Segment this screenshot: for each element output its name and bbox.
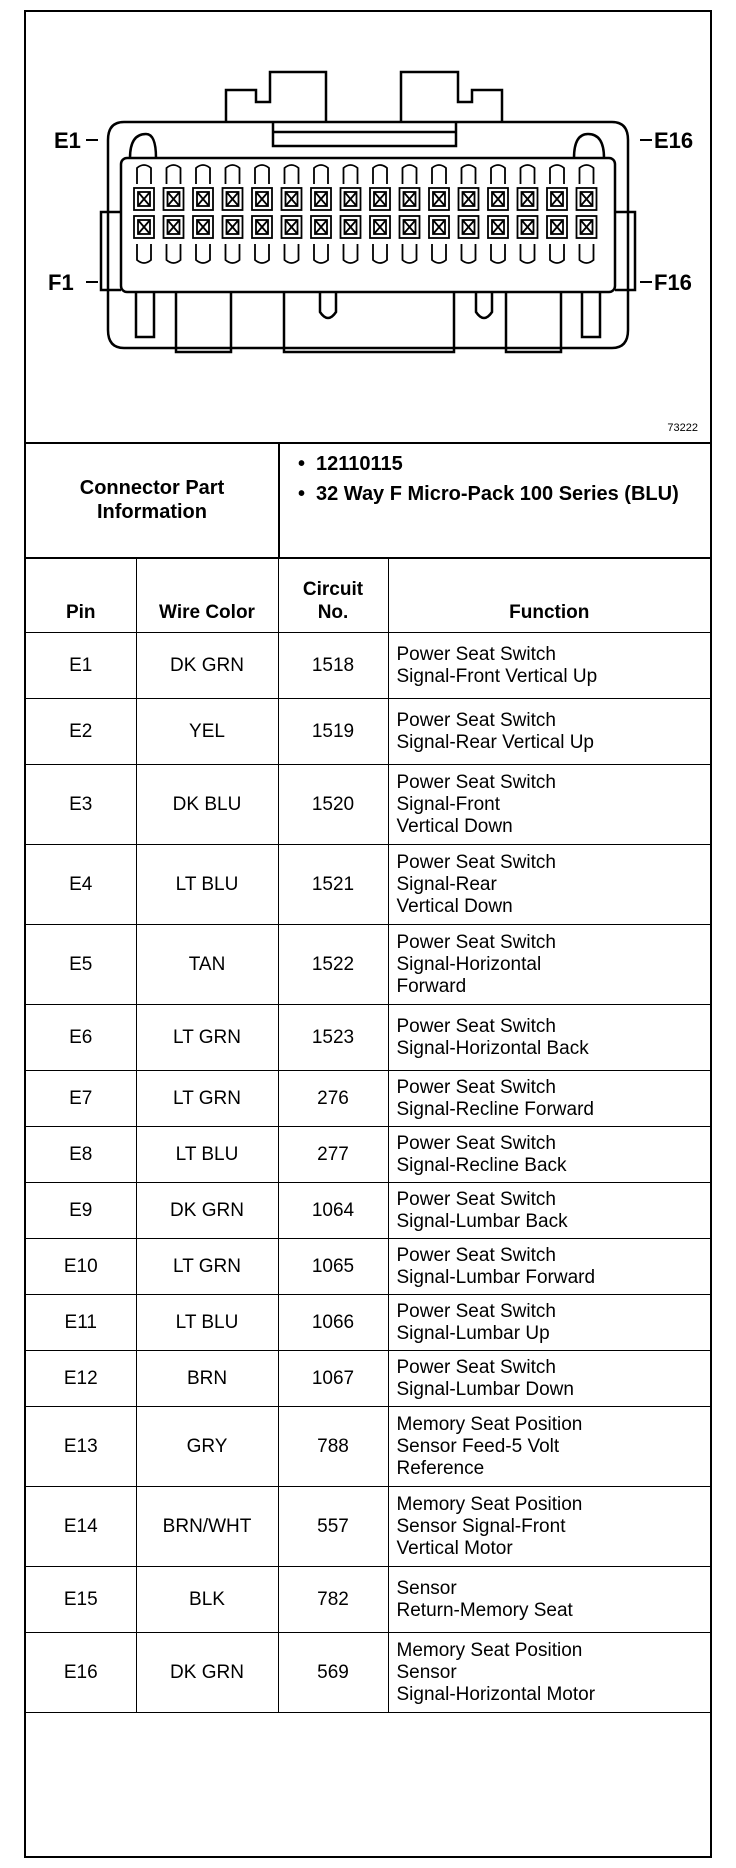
connector-part-info bbox=[26, 442, 710, 559]
table-row bbox=[26, 925, 710, 1005]
function-line: Power Seat Switch bbox=[396, 1188, 556, 1210]
function-cell bbox=[388, 1567, 710, 1633]
wire-color-cell: DK GRN bbox=[136, 1183, 278, 1239]
function-line: Signal-Front bbox=[396, 793, 500, 815]
pinout-table-body bbox=[26, 633, 710, 1713]
part-info-item: • 32 Way F Micro-Pack 100 Series (BLU) bbox=[298, 482, 698, 506]
function-cell bbox=[388, 1239, 710, 1295]
function-line: Signal-Rear Vertical Up bbox=[396, 731, 594, 753]
function-line: Power Seat Switch bbox=[396, 1356, 556, 1378]
function-line: Signal-Rear bbox=[396, 873, 497, 895]
function-line: Power Seat Switch bbox=[396, 709, 556, 731]
pin-cell: E6 bbox=[26, 1005, 136, 1071]
pin-label-f1: F1 bbox=[48, 270, 74, 295]
table-header-row bbox=[26, 557, 710, 633]
function-line: Power Seat Switch bbox=[396, 643, 556, 665]
pin-cell: E1 bbox=[26, 633, 136, 699]
part-info-item: • 12110115 bbox=[298, 452, 698, 476]
circuit-cell: 1064 bbox=[278, 1183, 388, 1239]
function-line: Signal-Horizontal Motor bbox=[396, 1683, 596, 1705]
pin-cell: E4 bbox=[26, 845, 136, 925]
pin-cell: E14 bbox=[26, 1487, 136, 1567]
function-line: Signal-Recline Back bbox=[396, 1154, 567, 1176]
wire-color-cell: BRN bbox=[136, 1351, 278, 1407]
table-row bbox=[26, 1295, 710, 1351]
function-cell bbox=[388, 699, 710, 765]
function-line: Signal-Lumbar Up bbox=[396, 1322, 550, 1344]
circuit-cell: 1523 bbox=[278, 1005, 388, 1071]
function-line: Sensor bbox=[396, 1577, 457, 1599]
function-line: Vertical Down bbox=[396, 815, 513, 837]
table-row bbox=[26, 1407, 710, 1487]
function-cell bbox=[388, 1295, 710, 1351]
table-row bbox=[26, 845, 710, 925]
function-cell bbox=[388, 1351, 710, 1407]
circuit-cell: 276 bbox=[278, 1071, 388, 1127]
pinout-table bbox=[26, 557, 710, 1713]
function-cell bbox=[388, 1071, 710, 1127]
function-line: Vertical Motor bbox=[396, 1537, 513, 1559]
function-cell bbox=[388, 1127, 710, 1183]
circuit-cell: 1518 bbox=[278, 633, 388, 699]
function-line: Signal-Horizontal Back bbox=[396, 1037, 589, 1059]
table-row bbox=[26, 1127, 710, 1183]
function-line: Signal-Lumbar Back bbox=[396, 1210, 568, 1232]
circuit-cell: 569 bbox=[278, 1633, 388, 1713]
table-row bbox=[26, 633, 710, 699]
wire-color-cell: LT GRN bbox=[136, 1071, 278, 1127]
connector-part-info-label: Connector Part Information bbox=[26, 442, 280, 557]
function-cell bbox=[388, 765, 710, 845]
wire-color-cell: BLK bbox=[136, 1567, 278, 1633]
table-row bbox=[26, 765, 710, 845]
pin-cell: E10 bbox=[26, 1239, 136, 1295]
function-line: Vertical Down bbox=[396, 895, 513, 917]
connector-sheet bbox=[24, 10, 712, 1858]
table-row bbox=[26, 1239, 710, 1295]
function-line: Signal-Horizontal bbox=[396, 953, 542, 975]
function-line: Power Seat Switch bbox=[396, 1015, 556, 1037]
wire-color-cell: LT GRN bbox=[136, 1005, 278, 1071]
pin-cell: E5 bbox=[26, 925, 136, 1005]
function-line: Power Seat Switch bbox=[396, 1076, 556, 1098]
wire-color-cell: TAN bbox=[136, 925, 278, 1005]
function-line: Signal-Front Vertical Up bbox=[396, 665, 598, 687]
function-line: Memory Seat Position bbox=[396, 1493, 583, 1515]
function-line: Power Seat Switch bbox=[396, 931, 556, 953]
wire-color-cell: DK BLU bbox=[136, 765, 278, 845]
function-cell bbox=[388, 845, 710, 925]
table-row bbox=[26, 1005, 710, 1071]
function-line: Memory Seat Position bbox=[396, 1639, 583, 1661]
pin-cell: E13 bbox=[26, 1407, 136, 1487]
pin-cell: E11 bbox=[26, 1295, 136, 1351]
wire-color-cell: BRN/WHT bbox=[136, 1487, 278, 1567]
table-row bbox=[26, 1183, 710, 1239]
circuit-cell: 788 bbox=[278, 1407, 388, 1487]
circuit-cell: 1520 bbox=[278, 765, 388, 845]
table-row bbox=[26, 1487, 710, 1567]
wire-color-cell: YEL bbox=[136, 699, 278, 765]
pin-cell: E8 bbox=[26, 1127, 136, 1183]
pin-label-f16: F16 bbox=[654, 270, 692, 295]
function-line: Power Seat Switch bbox=[396, 851, 556, 873]
header-wire-color: Wire Color bbox=[136, 557, 278, 633]
function-cell bbox=[388, 1633, 710, 1713]
wire-color-cell: DK GRN bbox=[136, 633, 278, 699]
circuit-cell: 1067 bbox=[278, 1351, 388, 1407]
table-row bbox=[26, 1633, 710, 1713]
function-line: Sensor bbox=[396, 1661, 457, 1683]
function-cell bbox=[388, 633, 710, 699]
function-line: Reference bbox=[396, 1457, 485, 1479]
table-row bbox=[26, 699, 710, 765]
wire-color-cell: LT GRN bbox=[136, 1239, 278, 1295]
pin-cell: E3 bbox=[26, 765, 136, 845]
function-cell bbox=[388, 1183, 710, 1239]
function-line: Power Seat Switch bbox=[396, 1244, 556, 1266]
function-cell bbox=[388, 925, 710, 1005]
function-line: Sensor Feed-5 Volt bbox=[396, 1435, 560, 1457]
pin-cell: E12 bbox=[26, 1351, 136, 1407]
connector-part-info-list bbox=[298, 452, 698, 512]
table-row bbox=[26, 1071, 710, 1127]
function-line: Forward bbox=[396, 975, 467, 997]
function-cell bbox=[388, 1005, 710, 1071]
header-pin: Pin bbox=[26, 557, 136, 633]
wire-color-cell: GRY bbox=[136, 1407, 278, 1487]
circuit-cell: 1066 bbox=[278, 1295, 388, 1351]
pin-cell: E16 bbox=[26, 1633, 136, 1713]
connector-face-drawing bbox=[26, 12, 710, 442]
function-line: Return-Memory Seat bbox=[396, 1599, 573, 1621]
pin-cell: E9 bbox=[26, 1183, 136, 1239]
pin-cell: E2 bbox=[26, 699, 136, 765]
table-row bbox=[26, 1351, 710, 1407]
figure-number: 73222 bbox=[667, 422, 698, 434]
pin-label-e1: E1 bbox=[54, 128, 81, 153]
function-cell bbox=[388, 1487, 710, 1567]
function-line: Signal-Lumbar Down bbox=[396, 1378, 574, 1400]
function-line: Memory Seat Position bbox=[396, 1413, 583, 1435]
function-line: Power Seat Switch bbox=[396, 771, 556, 793]
function-cell bbox=[388, 1407, 710, 1487]
pin-label-e16: E16 bbox=[654, 128, 694, 153]
circuit-cell: 1519 bbox=[278, 699, 388, 765]
connector-diagram bbox=[26, 12, 710, 444]
pin-cell: E7 bbox=[26, 1071, 136, 1127]
function-line: Signal-Lumbar Forward bbox=[396, 1266, 596, 1288]
header-circuit-no: Circuit No. bbox=[278, 557, 388, 633]
header-function: Function bbox=[388, 557, 710, 633]
function-line: Sensor Signal-Front bbox=[396, 1515, 566, 1537]
wire-color-cell: LT BLU bbox=[136, 1295, 278, 1351]
pin-cell: E15 bbox=[26, 1567, 136, 1633]
circuit-cell: 557 bbox=[278, 1487, 388, 1567]
circuit-cell: 782 bbox=[278, 1567, 388, 1633]
wire-color-cell: LT BLU bbox=[136, 845, 278, 925]
circuit-cell: 277 bbox=[278, 1127, 388, 1183]
table-row bbox=[26, 1567, 710, 1633]
wire-color-cell: LT BLU bbox=[136, 1127, 278, 1183]
circuit-cell: 1065 bbox=[278, 1239, 388, 1295]
function-line: Power Seat Switch bbox=[396, 1300, 556, 1322]
circuit-cell: 1522 bbox=[278, 925, 388, 1005]
function-line: Power Seat Switch bbox=[396, 1132, 556, 1154]
circuit-cell: 1521 bbox=[278, 845, 388, 925]
wire-color-cell: DK GRN bbox=[136, 1633, 278, 1713]
function-line: Signal-Recline Forward bbox=[396, 1098, 594, 1120]
